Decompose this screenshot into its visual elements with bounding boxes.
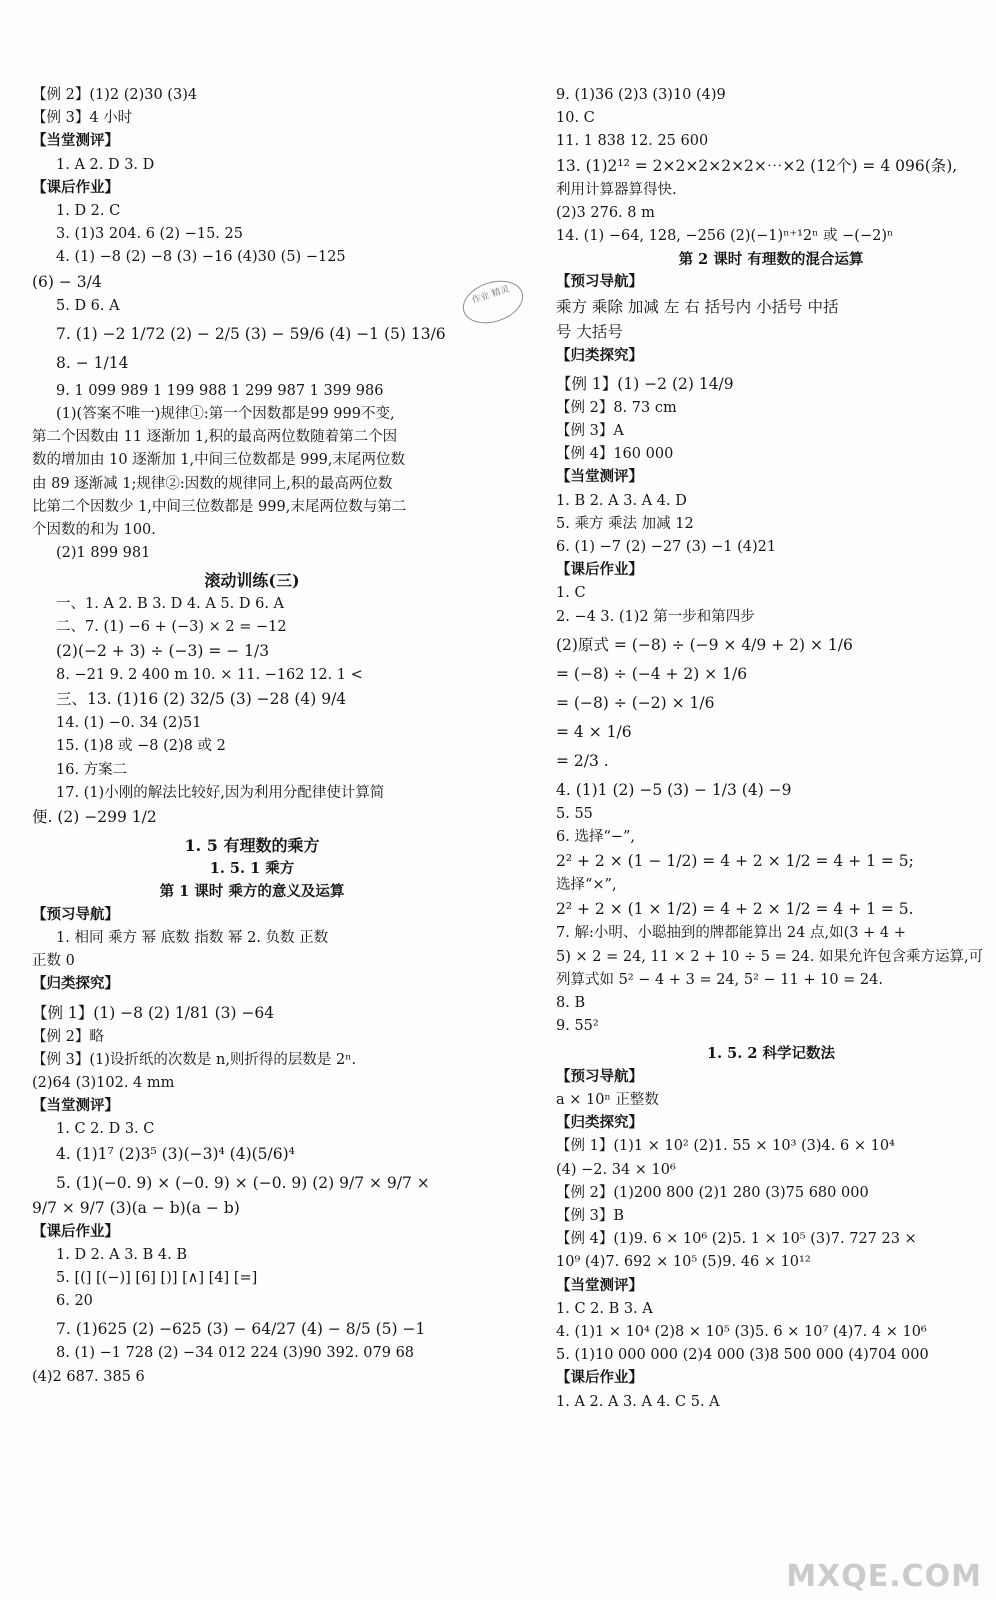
answer-line: (6) − 3/4 (32, 272, 102, 291)
answer-line: 17. (1)小刚的解法比较好,因为利用分配律使计算简 (56, 784, 385, 801)
answer-line: 5. D 6. A (56, 297, 120, 314)
answer-line: 号 大括号 (556, 322, 623, 341)
answer-line: (4) −2. 34 × 10⁶ (556, 1161, 676, 1178)
answer-line: 二、7. (1) −6 + (−3) × 2 = −12 (56, 618, 287, 635)
answer-line: 14. (1) −0. 34 (2)51 (56, 715, 202, 732)
answer-line: 7. 解:小明、小聪抽到的牌都能算出 24 点,如(3 + 4 + (556, 925, 906, 942)
answer-line: 三、13. (1)16 (2) 32/5 (3) −28 (4) 9/4 (56, 690, 347, 709)
answer-line: 3. (1)3 204. 6 (2) −15. 25 (56, 226, 243, 243)
answer-line: 7. (1)625 (2) −625 (3) − 64/27 (4) − 8/5 (5) −1 (56, 1320, 426, 1339)
answer-line: 4. (1)1⁷ (2)3⁵ (3)(−3)⁴ (4)(5/6)⁴ (56, 1144, 295, 1163)
answer-line: 10. C (556, 110, 595, 127)
subsection-title: 1. 5. 2 科学记数法 (706, 1045, 835, 1063)
answer-line: 选择“×”, (556, 877, 617, 894)
answer-line: 15. (1)8 或 −8 (2)8 或 2 (56, 738, 226, 755)
answer-line: 9. 1 099 989 1 199 988 1 299 987 1 399 986 (56, 382, 384, 399)
answer-line: 1. A 2. D 3. D (56, 156, 155, 173)
answer-line: 比第二个因数少 1,中间三位数都是 999,末尾两位数与第二 (32, 498, 407, 515)
section-heading: 【归类探究】 (556, 347, 643, 364)
answer-line: 8. (1) −1 728 (2) −34 012 224 (3)90 392. 079 68 (56, 1345, 415, 1362)
answer-line: 6. (1) −7 (2) −27 (3) −1 (4)21 (556, 539, 777, 556)
answer-line: 4. (1)1 (2) −5 (3) − 1/3 (4) −9 (556, 780, 792, 799)
answer-line: (1)(答案不唯一)规律①:第一个因数都是99 999不变, (56, 406, 395, 423)
answer-line: 9/7 × 9/7 (3)(a − b)(a − b) (32, 1198, 240, 1217)
answer-line: 【例 2】略 (32, 1028, 104, 1045)
answer-line: 5) × 2 = 24, 11 × 2 + 10 ÷ 5 = 24. 如果允许包含乘方运算,可 (556, 948, 984, 965)
answer-line: (2)原式 = (−8) ÷ (−9 × 4/9 + 2) × 1/6 (556, 635, 853, 654)
answer-line: 1. C 2. B 3. A (556, 1300, 653, 1317)
answer-line: 个因数的和为 100. (32, 522, 156, 539)
answer-line: 【例 3】(1)设折纸的次数是 n,则折得的层数是 2ⁿ. (32, 1051, 357, 1068)
answer-line: 16. 方案二 (56, 761, 128, 778)
answer-line: 【例 3】A (556, 423, 624, 440)
answer-line: 【例 1】(1) −2 (2) 14/9 (556, 374, 734, 393)
section-heading: 【归类探究】 (32, 976, 119, 993)
answer-line: 【例 3】4 小时 (32, 110, 133, 127)
answer-line: 14. (1) −64, 128, −256 (2)(−1)ⁿ⁺¹2ⁿ 或 −(−2)ⁿ (556, 228, 894, 245)
answer-line: 【例 3】B (556, 1207, 624, 1224)
calculator-key-sequence: 5. [(] [(−)] [6] [)] [∧] [4] [=] (56, 1269, 258, 1286)
answer-line: 6. 20 (56, 1293, 93, 1310)
right-column (556, 84, 986, 1414)
answer-line: 5. (1)10 000 000 (2)4 000 (3)8 500 000 (4)704 000 (556, 1347, 929, 1364)
answer-line: 13. (1)2¹² = 2×2×2×2×2×⋯×2 (12个) = 4 096(条), (556, 156, 958, 175)
answer-line: 列算式如 5² − 4 + 3 = 24, 5² − 11 + 10 = 24. (556, 971, 883, 988)
answer-line: 1. 相同 乘方 幂 底数 指数 幂 2. 负数 正数 (56, 929, 329, 946)
answer-line: = (−8) ÷ (−2) × 1/6 (556, 693, 715, 712)
answer-line: 【例 1】(1)1 × 10² (2)1. 55 × 10³ (3)4. 6 × 10⁴ (556, 1138, 895, 1155)
section-heading: 【课后作业】 (32, 1223, 119, 1240)
answer-line: (2)64 (3)102. 4 mm (32, 1074, 175, 1091)
answer-line: 1. B 2. A 3. A 4. D (556, 492, 687, 509)
answer-line: 4. (1) −8 (2) −8 (3) −16 (4)30 (5) −125 (56, 249, 346, 266)
answer-line: 2² + 2 × (1 − 1/2) = 4 + 2 × 1/2 = 4 + 1 = 5; (556, 852, 914, 871)
answer-line: = (−8) ÷ (−4 + 2) × 1/6 (556, 664, 748, 683)
answer-line: 正数 0 (32, 953, 75, 970)
section-heading: 【归类探究】 (556, 1115, 643, 1132)
answer-line: 【例 1】(1) −8 (2) 1/81 (3) −64 (32, 1003, 275, 1022)
section-heading: 【预习导航】 (556, 1068, 643, 1085)
section-heading: 【预习导航】 (32, 906, 119, 923)
answer-line: (2)3 276. 8 m (556, 204, 655, 221)
answer-line: 2. −4 3. (1)2 第一步和第四步 (556, 608, 755, 625)
answer-line: 【例 2】(1)2 (2)30 (3)4 (32, 87, 198, 103)
answer-line: 9. (1)36 (2)3 (3)10 (4)9 (556, 87, 726, 103)
section-title: 1. 5 有理数的乘方 (184, 836, 320, 856)
watermark-logo: MXQE.COM (786, 1559, 982, 1594)
answer-line: 4. (1)1 × 10⁴ (2)8 × 10⁵ (3)5. 6 × 10⁷ (4)7. 4 × 10⁶ (556, 1323, 927, 1340)
answer-line: 8. B (556, 995, 586, 1012)
answer-line: 1. D 2. A 3. B 4. B (56, 1246, 188, 1263)
answer-line: 5. 55 (556, 805, 593, 822)
answer-line: 9. 55² (556, 1018, 599, 1035)
answer-line: 【例 4】160 000 (556, 446, 674, 463)
answer-line: 7. (1) −2 1/72 (2) − 2/5 (3) − 59/6 (4) −1 (5) 13/6 (56, 324, 446, 343)
answer-line: 数的增加由 10 逐渐加 1,中间三位数都是 999,末尾两位数 (32, 452, 406, 469)
stamp-seal-icon: 作业 精灵 (457, 273, 528, 330)
section-heading: 【当堂测评】 (32, 1098, 119, 1115)
lesson-title: 第 2 课时 有理数的混合运算 (678, 251, 864, 269)
section-title: 滚动训练(三) (204, 571, 300, 591)
answer-line: 2² + 2 × (1 × 1/2) = 4 + 2 × 1/2 = 4 + 1 = 5. (556, 900, 914, 919)
subsection-title: 1. 5. 1 乘方 (209, 860, 295, 878)
section-heading: 【预习导航】 (556, 274, 643, 291)
answer-line: 一、1. A 2. B 3. D 4. A 5. D 6. A (56, 595, 285, 612)
answer-line: (2)(−2 + 3) ÷ (−3) = − 1/3 (56, 642, 270, 661)
answer-line: 【例 4】(1)9. 6 × 10⁶ (2)5. 1 × 10⁵ (3)7. 727 23 × (556, 1231, 917, 1248)
answer-line: 10⁹ (4)7. 692 × 10⁵ (5)9. 46 × 10¹² (556, 1254, 811, 1271)
answer-line: 5. (1)(−0. 9) × (−0. 9) × (−0. 9) (2) 9/7 × 9/7 × (56, 1173, 430, 1192)
answer-line: 8. − 1/14 (56, 353, 129, 372)
section-heading: 【当堂测评】 (32, 133, 119, 150)
answer-line: 便. (2) −299 1/2 (32, 808, 157, 827)
section-heading: 【当堂测评】 (556, 469, 643, 486)
answer-line: 由 89 逐渐减 1;规律②:因数的规律同上,积的最高两位数 (32, 475, 393, 492)
answer-line: a × 10ⁿ 正整数 (556, 1091, 659, 1108)
answer-line: 利用计算器算得快. (556, 181, 677, 198)
section-heading: 【课后作业】 (556, 1370, 643, 1387)
answer-line: 1. C 2. D 3. C (56, 1121, 155, 1138)
lesson-title: 第 1 课时 乘方的意义及运算 (159, 883, 345, 901)
answer-line: = 4 × 1/6 (556, 722, 632, 741)
answer-line: = 2/3 . (556, 751, 609, 770)
section-heading: 【课后作业】 (556, 562, 643, 579)
answer-line: 6. 选择“−”, (556, 829, 636, 846)
answer-line: 【例 2】(1)200 800 (2)1 280 (3)75 680 000 (556, 1184, 869, 1201)
answer-line: 5. 乘方 乘法 加减 12 (556, 515, 694, 532)
answer-line: 1. A 2. A 3. A 4. C 5. A (556, 1393, 720, 1410)
answer-line: 1. D 2. C (56, 203, 121, 220)
answer-line: (4)2 687. 385 6 (32, 1368, 145, 1385)
answer-line: 11. 1 838 12. 25 600 (556, 133, 709, 150)
answer-line: 1. C (556, 585, 586, 602)
section-heading: 【课后作业】 (32, 179, 119, 196)
answer-line: (2)1 899 981 (56, 545, 151, 562)
section-heading: 【当堂测评】 (556, 1277, 643, 1294)
answer-line: 【例 2】8. 73 cm (556, 399, 677, 416)
left-column (32, 84, 472, 1389)
answer-line: 乘方 乘除 加减 左 右 括号内 小括号 中括 (556, 297, 839, 316)
answer-line: 第二个因数由 11 逐渐加 1,积的最高两位数随着第二个因 (32, 429, 398, 446)
answer-line: 8. −21 9. 2 400 m 10. × 11. −162 12. 1 < (56, 667, 363, 684)
